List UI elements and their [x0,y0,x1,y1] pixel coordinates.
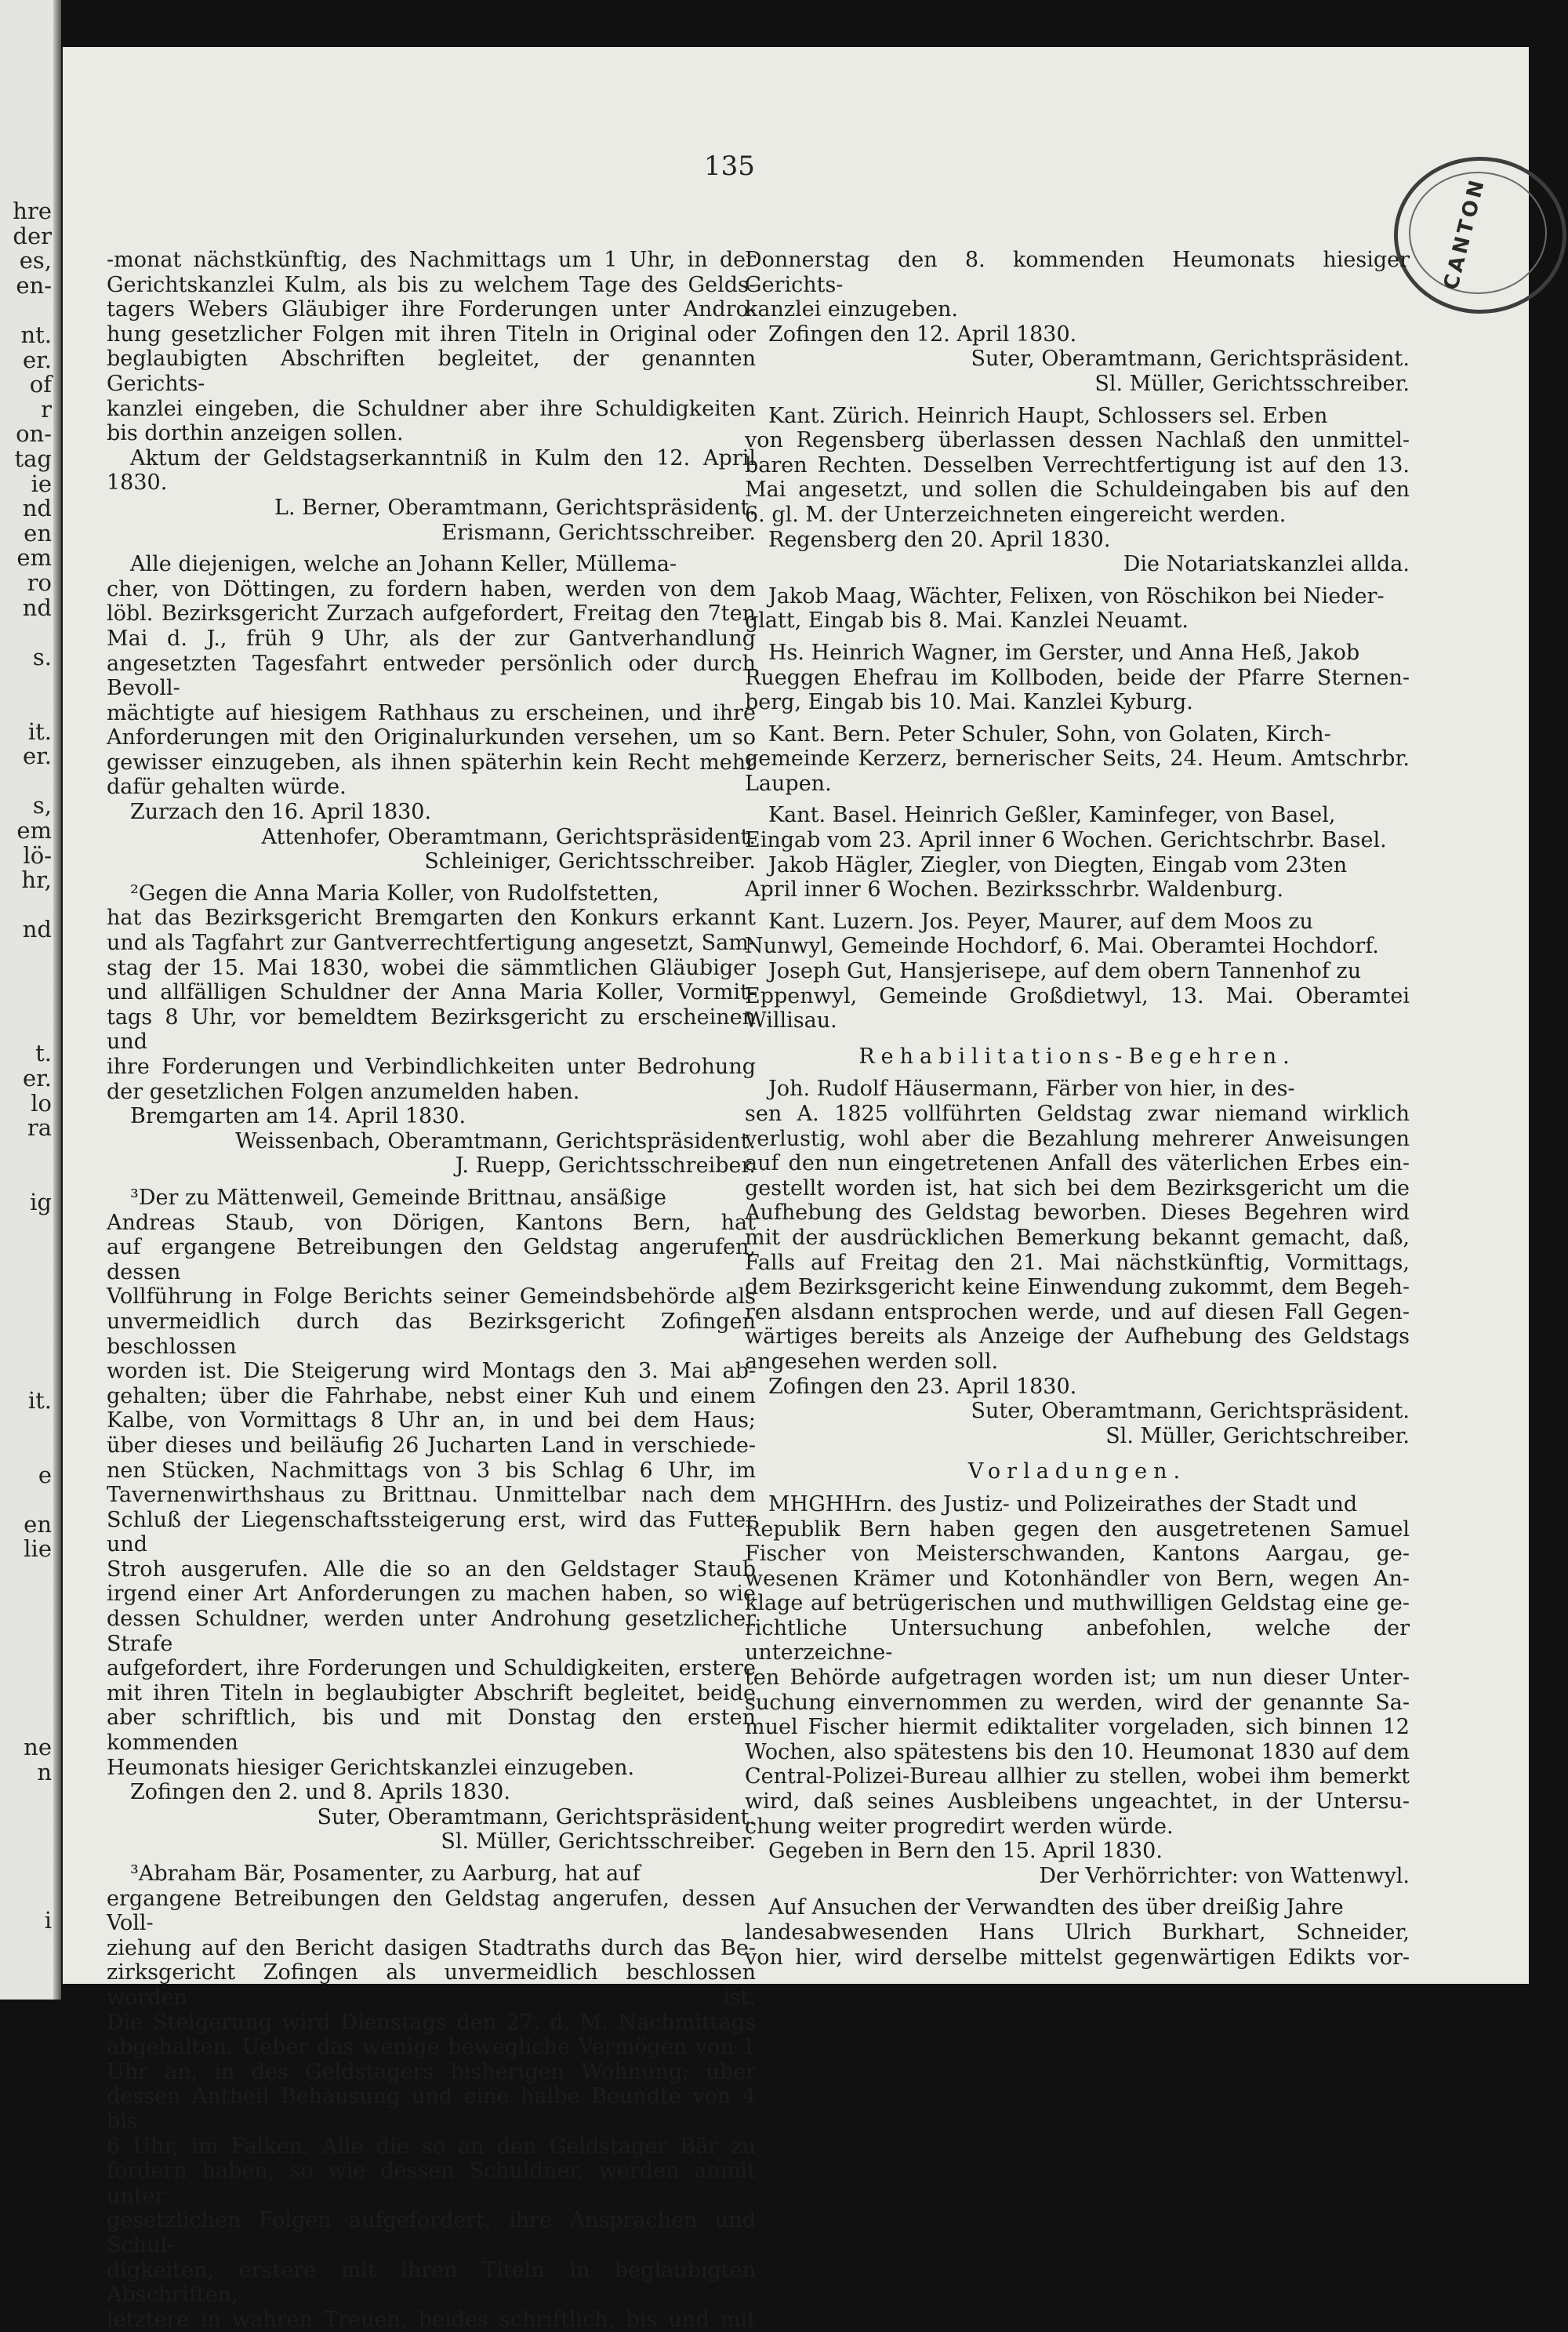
page-number: 135 [704,151,755,182]
text-line: 6. gl. M. der Unterzeichneten eingereicht werden. [745,502,1287,527]
margin-fragment: it. [27,1386,52,1414]
margin-fragment: ne [24,1734,52,1761]
text-line: Mai d. J., früh 9 Uhr, als der zur Gantverhandlung [107,626,756,651]
text-line: Wochen, also spätestens bis den 10. Heumonat 1830 auf dem [745,1739,1410,1764]
text-line: gehalten; über die Fahrhabe, nebst einer Kuh und einem [107,1383,756,1408]
text-line: baren Rechten. Desselben Verrechtfertigung ist auf den 13. [745,452,1410,478]
text-line: Mai angesetzt, und sollen die Schuldeingaben bis auf den [745,478,1410,503]
text-line: mit der ausdrücklichen Bemerkung bekannt gemacht, daß, [745,1225,1410,1250]
signature-line: Erismann, Gerichtsschreiber. [441,520,756,545]
text-line: stag der 15. Mai 1830, wobei die sämmtlichen Gläubiger [107,955,756,980]
text-line: Zofingen den 2. und 8. Aprils 1830. [130,1780,510,1805]
signature-line: Sl. Müller, Gerichtschreiber. [1105,1423,1410,1448]
signature-line: Sl. Müller, Gerichtsschreiber. [1094,371,1410,396]
text-line: fordern haben, so wie dessen Schuldner, werden anmit unter [107,2159,756,2208]
margin-fragment: ie [31,470,52,497]
text-line: auf ergangene Betreibungen den Geldstag angerufen, dessen [107,1235,756,1284]
text-line: glatt, Eingab bis 8. Mai. Kanzlei Neuamt. [745,608,1189,634]
margin-fragment: i [44,1907,52,1934]
margin-fragment: s. [32,643,52,670]
signature-line: Suter, Oberamtmann, Gerichtspräsident. [971,347,1410,372]
text-line: Heumonats hiesiger Gerichtskanzlei einzugeben. [107,1755,635,1780]
signature-line: Der Verhörrichter: von Wattenwyl. [1039,1863,1410,1888]
margin-fragment: ig [30,1189,52,1215]
text-line: unvermeidlich durch das Bezirksgericht Zofingen beschlossen [107,1309,756,1359]
text-line: sen A. 1825 vollführten Geldstag zwar niemand wirklich [745,1102,1410,1126]
text-line: tags 8 Uhr, vor bemeldtem Bezirksgericht zu erscheinen und [107,1004,756,1055]
text-line: Regensberg den 20. April 1830. [768,527,1111,552]
text-line: aufgefordert, ihre Forderungen und Schuldigkeiten, erstere [107,1656,756,1681]
margin-fragment: tag [14,445,52,472]
signature-line: Die Notariatskanzlei allda. [1123,552,1410,577]
text-line: ziehung auf den Bericht dasigen Stadtraths durch das Be- [107,1935,756,1960]
margin-fragment: t. [35,1040,52,1067]
text-line: Alle diejenigen, welche an Johann Keller, Müllema- [130,552,677,577]
margin-fragment: lie [24,1535,52,1563]
text-line: Zofingen den 23. April 1830. [768,1374,1077,1399]
text-line: Kant. Zürich. Heinrich Haupt, Schlossers sel. Erben [768,403,1328,428]
margin-fragment: ra [27,1114,52,1142]
paragraph-gap [745,634,1410,641]
text-line: gestellt worden ist, hat sich bei dem Bezirksgericht um die [745,1175,1410,1201]
text-line: ren alsdann entsprochen werde, und auf diesen Fall Gegen- [745,1299,1410,1324]
margin-fragment: nd [22,495,52,522]
text-line: und allfälligen Schuldner der Anna Maria Koller, Vormit- [107,980,756,1005]
text-line: letztere in wahren Treuen, beides schriftlich, bis und mit [107,2307,756,2332]
paragraph-gap [745,1888,1410,1895]
book-gutter [53,0,61,2000]
margin-fragment: e [38,1461,52,1488]
margin-fragment: em [16,544,52,572]
text-line: suchung einvernommen zu werden, wird der genannte Sa- [745,1690,1410,1715]
text-line: Die Steigerung wird Dienstags den 27. d. M. Nachmittags [107,2010,756,2035]
text-line: digkeiten, erstere mit ihren Titeln in beglaubigten Abschriften, [107,2258,756,2308]
margin-fragment: er. [22,346,52,373]
text-line: Republik Bern haben gegen den ausgetretenen Samuel [745,1517,1410,1542]
paragraph-gap [745,715,1410,722]
text-line: von Regensberg überlassen dessen Nachlaß den unmittel- [745,428,1410,453]
text-line: abgehalten. Ueber das wenige bewegliche Vermögen von 1 [107,2035,756,2060]
text-line: Joh. Rudolf Häusermann, Färber von hier, in des- [768,1077,1295,1102]
text-line: bis dorthin anzeigen sollen. [107,421,404,446]
text-line: nen Stücken, Nachmittags von 3 bis Schlag 6 Uhr, im [107,1458,756,1483]
signature-line: Attenhofer, Oberamtmann, Gerichtspräsident. [261,824,756,849]
margin-fragment: on- [16,420,52,448]
text-line: aber schriftlich, bis und mit Donstag den ersten kommenden [107,1705,756,1756]
text-line: -monat nächstkünftig, des Nachmittags um 1 Uhr, in der [107,248,756,272]
text-line: Schluß der Liegenschaftssteigerung erst, wird das Futter und [107,1507,756,1557]
text-line: ten Behörde aufgetragen worden ist; um nun dieser Unter- [745,1665,1410,1691]
text-line: Eppenwyl, Gemeinde Großdietwyl, 13. Mai. Oberamtei [745,983,1410,1008]
text-line: verlustig, wohl aber die Bezahlung mehrerer Anweisungen [745,1126,1410,1151]
text-line: hung gesetzlicher Folgen mit ihren Titeln in Original oder [107,321,756,347]
text-line: Donnerstag den 8. kommenden Heumonats hiesiger Gerichts- [745,248,1410,297]
text-line: Vollführung in Folge Berichts seiner Gemeindsbehörde als [107,1284,756,1309]
margin-fragment: hre [13,198,52,224]
paragraph-gap [107,1179,756,1186]
text-line: gesetzlichen Folgen aufgefordert, ihre Ansprachen und Schul- [107,2208,756,2258]
left-column [107,248,756,2332]
text-line: Gerichtskanzlei Kulm, als bis zu welchem Tage des Gelds- [107,272,756,297]
text-line: Hs. Heinrich Wagner, im Gerster, und Anna Heß, Jakob [768,640,1360,665]
paragraph-gap [745,903,1410,910]
text-line: Zurzach den 16. April 1830. [130,800,432,825]
text-line: dessen Antheil Behausung und eine halbe Beundte von 4 bis [107,2084,756,2134]
text-line: zirksgericht Zofingen als unvermeidlich beschlossen worden ist. [107,1960,756,2010]
text-line: und als Tagfahrt zur Gantverrechtfertigung angesetzt, Sam- [107,931,756,956]
text-line: chung weiter progredirt werden würde. [745,1814,1174,1839]
right-column [745,248,1410,1970]
text-line: von hier, wird derselbe mittelst gegenwärtigen Edikts vor- [745,1945,1410,1970]
text-line: Auf Ansuchen der Verwandten des über dreißig Jahre [768,1895,1344,1920]
text-line: irgend einer Art Anforderungen zu machen haben, so wie [107,1582,756,1607]
text-line: landesabwesenden Hans Ulrich Burkhart, Schneider, [745,1920,1410,1945]
text-line: Jakob Maag, Wächter, Felixen, von Röschikon bei Nieder- [768,583,1385,608]
text-line: löbl. Bezirksgericht Zurzach aufgefordert, Freitag den 7ten [107,601,756,627]
margin-fragment: s, [32,792,52,819]
signature-line: Sl. Müller, Gerichtsschreiber. [441,1829,756,1854]
text-line: berg, Eingab bis 10. Mai. Kanzlei Kyburg. [745,690,1193,715]
signature-line: Suter, Oberamtmann, Gerichtspräsident. [971,1399,1410,1424]
signature-line: L. Berner, Oberamtmann, Gerichtspräsident. [274,495,756,520]
signature-line: J. Ruepp, Gerichtsschreiber. [455,1153,756,1179]
text-line: klage auf betrügerischen und muthwilligen Geldstag eine ge- [745,1591,1410,1616]
paragraph-gap [107,874,756,881]
text-line: Tavernenwirthshaus zu Brittnau. Unmittelbar nach dem [107,1483,756,1508]
canton-library-stamp [1394,157,1566,314]
margin-fragment: ro [27,569,52,596]
newspaper-page [63,47,1529,2332]
margin-fragment: en [24,1510,52,1538]
text-line: mächtigte auf hiesigem Rathhaus zu erscheinen, und ihre [107,700,756,725]
text-line: Laupen. [745,771,832,796]
text-line: hat das Bezirksgericht Bremgarten den Konkurs erkannt [107,906,756,931]
margin-fragment: nt. [20,321,52,348]
margin-fragment: en- [16,271,52,299]
margin-fragment: hr, [21,866,52,894]
margin-fragment: er. [22,1065,52,1092]
margin-fragment: it. [27,717,52,745]
text-line: Uhr an, in des Geldstagers bisherigen Wohnung; über [107,2059,756,2084]
margin-fragment: em [16,817,52,844]
text-line: der gesetzlichen Folgen anzumelden haben. [107,1079,580,1104]
text-line: Falls auf Freitag den 21. Mai nächstkünftig, Vormittags, [745,1250,1410,1275]
stamp-text: CANTON [1439,175,1490,292]
text-line: ³Der zu Mättenweil, Gemeinde Brittnau, ansäßige [130,1185,666,1210]
text-line: Eingab vom 23. April inner 6 Wochen. Gerichtschrbr. Basel. [745,828,1387,853]
text-line: Gegeben in Bern den 15. April 1830. [768,1839,1163,1864]
margin-fragment: er. [22,743,52,770]
text-line: Nunwyl, Gemeinde Hochdorf, 6. Mai. Oberamtei Hochdorf. [745,934,1379,959]
text-line: Kant. Bern. Peter Schuler, Sohn, von Golaten, Kirch- [768,721,1331,746]
margin-fragment: en [24,519,52,547]
text-line: worden ist. Die Steigerung wird Montags den 3. Mai ab- [107,1359,756,1384]
section-heading: Vorladungen. [967,1459,1187,1484]
text-line: über dieses und beiläufig 26 Jucharten Land in verschiede- [107,1433,756,1458]
text-line: Bremgarten am 14. April 1830. [130,1104,466,1129]
text-line: April inner 6 Wochen. Bezirksschrbr. Waldenburg. [745,877,1284,903]
text-line: muel Fischer hiermit ediktaliter vorgeladen, sich binnen 12 [745,1715,1410,1740]
text-line: Willisau. [745,1008,837,1033]
text-line: Anforderungen mit den Originalurkunden versehen, um so [107,725,756,750]
text-line: Central-Polizei-Bureau allhier zu stellen, wobei ihm bemerkt [745,1764,1410,1789]
text-line: wird, daß seines Ausbleibens ungeachtet, in der Untersu- [745,1789,1410,1814]
text-line: Kant. Luzern. Jos. Peyer, Maurer, auf dem Moos zu [768,909,1313,934]
signature-line: Suter, Oberamtmann, Gerichtspräsident. [317,1804,756,1829]
text-line: Fischer von Meisterschwanden, Kantons Aargau, ge- [745,1542,1410,1567]
text-line: gemeinde Kerzerz, bernerischer Seits, 24. Heum. Amtschrbr. [745,746,1410,772]
text-line: wesenen Krämer und Kotonhändler von Bern, wegen An- [745,1566,1410,1591]
margin-fragment: of [29,371,52,398]
text-line: dessen Schuldner, werden unter Androhung gesetzlicher Strafe [107,1607,756,1656]
text-line: Rueggen Ehefrau im Kollboden, beide der Pfarre Sternen- [745,665,1410,690]
text-line: Aufhebung des Geldstag beworben. Dieses Begehren wird [745,1201,1410,1226]
paragraph-gap [745,577,1410,584]
previous-page-edge [0,0,61,2000]
margin-fragment: lo [31,1089,52,1117]
margin-fragment: n [37,1758,52,1785]
text-line: dafür gehalten würde. [107,775,347,800]
paragraph-gap [745,397,1410,404]
margin-fragment: es, [19,247,52,274]
signature-line: Schleiniger, Gerichtsschreiber. [424,849,756,874]
text-line: tagers Webers Gläubiger ihre Forderungen unter Andro- [107,297,756,322]
text-line: ³Abraham Bär, Posamenter, zu Aarburg, hat auf [130,1862,641,1886]
signature-line: Weissenbach, Oberamtmann, Gerichtspräsident. [235,1128,756,1153]
text-line: gewisser einzugeben, als ihnen späterhin kein Recht mehr [107,750,756,775]
text-line: auf den nun eingetretenen Anfall des väterlichen Erbes ein- [745,1151,1410,1176]
text-line: dem Bezirksgericht keine Einwendung zukommt, dem Begeh- [745,1275,1410,1300]
margin-fragment: der [13,222,52,249]
text-line: ergangene Betreibungen den Geldstag angerufen, dessen Voll- [107,1886,756,1936]
text-line: MHGHHrn. des Justiz- und Polizeirathes der Stadt und [768,1491,1358,1517]
paragraph-gap [745,796,1410,803]
margin-fragment: nd [22,594,52,621]
text-line: ²Gegen die Anna Maria Koller, von Rudolfstetten, [130,881,659,906]
margin-fragment: lö- [23,841,52,869]
text-line: 6 Uhr, im Falken. Alle die so an den Geldstager Bär zu [107,2134,756,2159]
text-line: mit ihren Titeln in beglaubigter Abschrift begleitet, beide [107,1680,756,1705]
section-heading: Rehabilitations-Begehren. [858,1044,1296,1069]
text-line: Kalbe, von Vormittags 8 Uhr an, in und bei dem Haus; [107,1408,756,1433]
text-line: kanzlei einzugeben. [745,297,959,322]
text-line: Zofingen den 12. April 1830. [768,321,1077,347]
text-line: kanzlei eingeben, die Schuldner aber ihre Schuldigkeiten [107,396,756,421]
text-line: cher, von Döttingen, zu fordern haben, werden von dem [107,576,756,601]
paragraph-gap [107,1854,756,1862]
text-line: Andreas Staub, von Dörigen, Kantons Bern, hat [107,1210,756,1235]
margin-fragment: r [41,395,52,423]
text-line: Aktum der Geldstagserkanntniß in Kulm den 12. April 1830. [107,445,756,496]
text-line: richtliche Untersuchung anbefohlen, welche der unterzeichne- [745,1615,1410,1665]
margin-fragment: nd [22,916,52,943]
text-line: angesetzten Tagesfahrt entweder persönlich oder durch Bevoll- [107,651,756,701]
text-line: Kant. Basel. Heinrich Geßler, Kaminfeger, von Basel, [768,803,1336,828]
text-line: ihre Forderungen und Verbindlichkeiten unter Bedrohung [107,1055,756,1079]
text-line: wärtiges bereits als Anzeige der Aufhebung des Geldstags [745,1324,1410,1349]
text-line: Joseph Gut, Hansjerisepe, auf dem obern Tannenhof zu [768,959,1362,984]
paragraph-gap [107,545,756,552]
text-line: Stroh ausgerufen. Alle die so an den Geldstager Staub [107,1556,756,1582]
text-line: Jakob Hägler, Ziegler, von Diegten, Eingab vom 23ten [768,852,1348,877]
text-line: angesehen werden soll. [745,1349,999,1374]
text-line: beglaubigten Abschriften begleitet, der genannten Gerichts- [107,347,756,396]
